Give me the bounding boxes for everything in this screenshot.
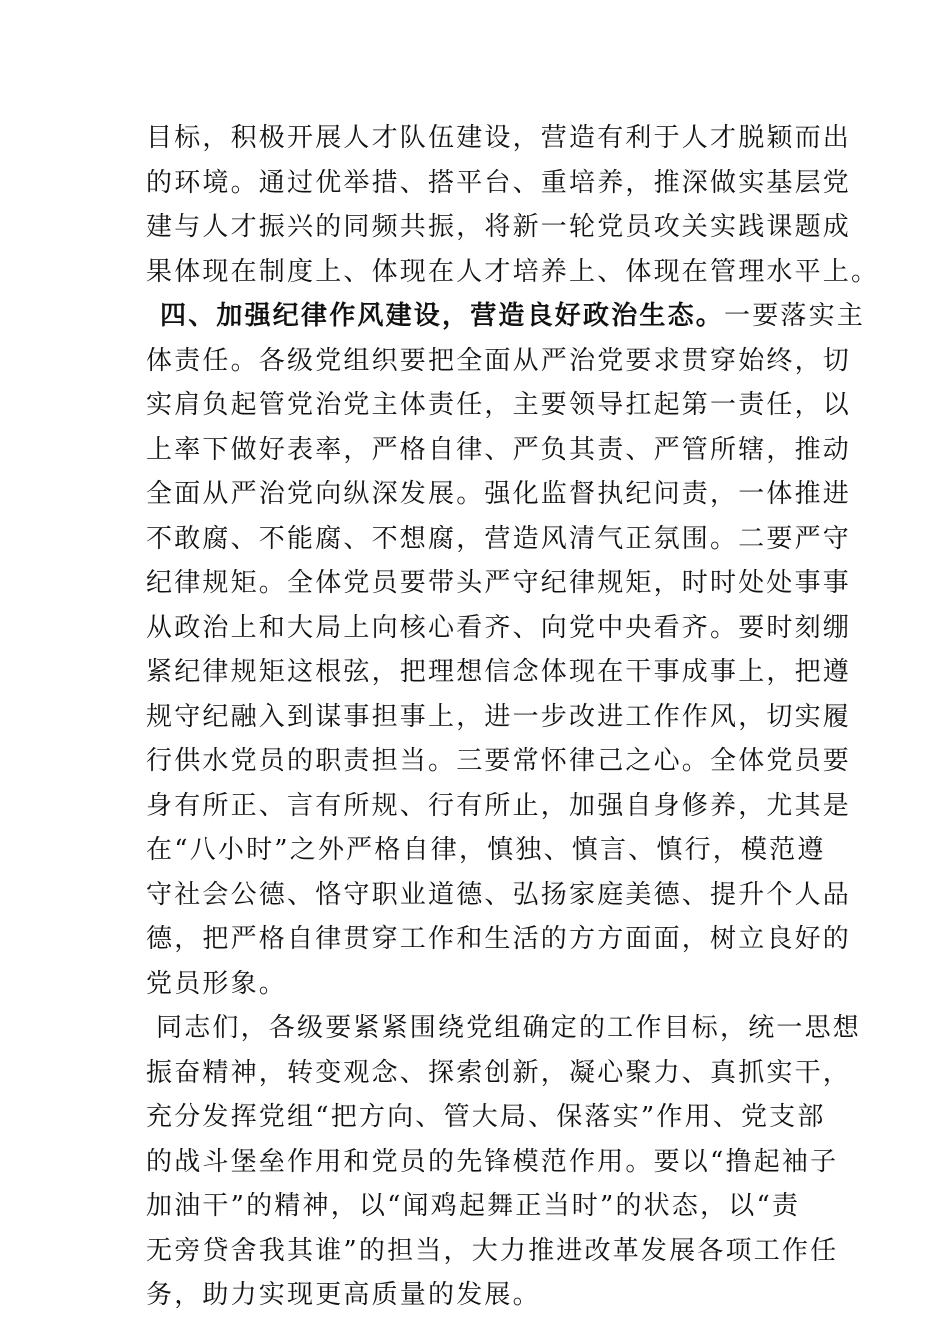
section-heading: 四、加强纪律作风建设，营造良好政治生态。 bbox=[160, 301, 725, 331]
paragraph-conclusion bbox=[146, 1006, 862, 1318]
text-line: 体责任。各级党组织要把全面从严治党要求贯穿始终，切 bbox=[146, 345, 852, 376]
text-line: 振奋精神，转变观念、探索创新，凝心聚力、真抓实干， bbox=[146, 1057, 852, 1088]
paragraph-first-line: 同志们，各级要紧紧围绕党组确定的工作目标，统一思想 bbox=[156, 1013, 862, 1043]
text-line: 加油干”的精神，以“闻鸡起舞正当时”的状态，以“责 bbox=[146, 1191, 801, 1221]
text-line: 行供水党员的职责担当。三要常怀律己之心。全体党员要 bbox=[146, 746, 852, 776]
text-line: 身有所正、言有所规、行有所止，加强自身修养，尤其是 bbox=[146, 790, 852, 821]
text-line: 在“八小时”之外严格自律，慎独、慎言、慎行，模范遵 bbox=[146, 835, 826, 865]
text-line: 的战斗堡垒作用和党员的先锋模范作用。要以“撸起袖子 bbox=[146, 1146, 839, 1177]
paragraph-talent bbox=[146, 116, 880, 294]
text-line: 实肩负起管党治党主体责任，主要领导扛起第一责任，以 bbox=[146, 390, 852, 420]
text-line: 规守纪融入到谋事担事上，进一步改进工作作风，切实履 bbox=[146, 701, 852, 732]
text-line: 紧纪律规矩这根弦，把理想信念体现在干事成事上，把遵 bbox=[146, 657, 852, 687]
text-line: 目标，积极开展人才队伍建设，营造有利于人才脱颖而出 bbox=[146, 123, 852, 153]
text-line: 不敢腐、不能腐、不想腐，营造风清气正氛围。二要严守 bbox=[146, 523, 852, 554]
text-line: 果体现在制度上、体现在人才培养上、体现在管理水平上。 bbox=[146, 256, 880, 287]
text-line: 无旁贷舍我其谁”的担当，大力推进改革发展各项工作任 bbox=[146, 1235, 839, 1266]
text-run: 一要落实主 bbox=[724, 301, 866, 331]
text-line: 务，助力实现更高质量的发展。 bbox=[146, 1280, 541, 1310]
text-line: 充分发挥党组“把方向、管大局、保落实”作用、党支部 bbox=[146, 1102, 826, 1132]
text-line: 从政治上和大局上向核心看齐、向党中央看齐。要时刻绷 bbox=[146, 612, 852, 643]
text-line: 纪律规矩。全体党员要带头严守纪律规矩，时时处处事事 bbox=[146, 568, 852, 598]
text-line: 全面从严治党向纵深发展。强化监督执纪问责，一体推进 bbox=[146, 479, 852, 509]
paragraph-first-line bbox=[146, 294, 866, 339]
text-line: 德，把严格自律贯穿工作和生活的方方面面，树立良好的 bbox=[146, 924, 852, 954]
paragraph-discipline bbox=[146, 294, 866, 1006]
text-line: 守社会公德、恪守职业道德、弘扬家庭美德、提升个人品 bbox=[146, 879, 852, 910]
text-line: 党员形象。 bbox=[146, 968, 288, 999]
text-line: 上率下做好表率，严格自律、严负其责、严管所辖，推动 bbox=[146, 434, 852, 465]
text-line: 的环境。通过优举措、搭平台、重培养，推深做实基层党 bbox=[146, 167, 852, 198]
text-line: 建与人才振兴的同频共振，将新一轮党员攻关实践课题成 bbox=[146, 212, 852, 242]
document-body bbox=[146, 116, 880, 1318]
